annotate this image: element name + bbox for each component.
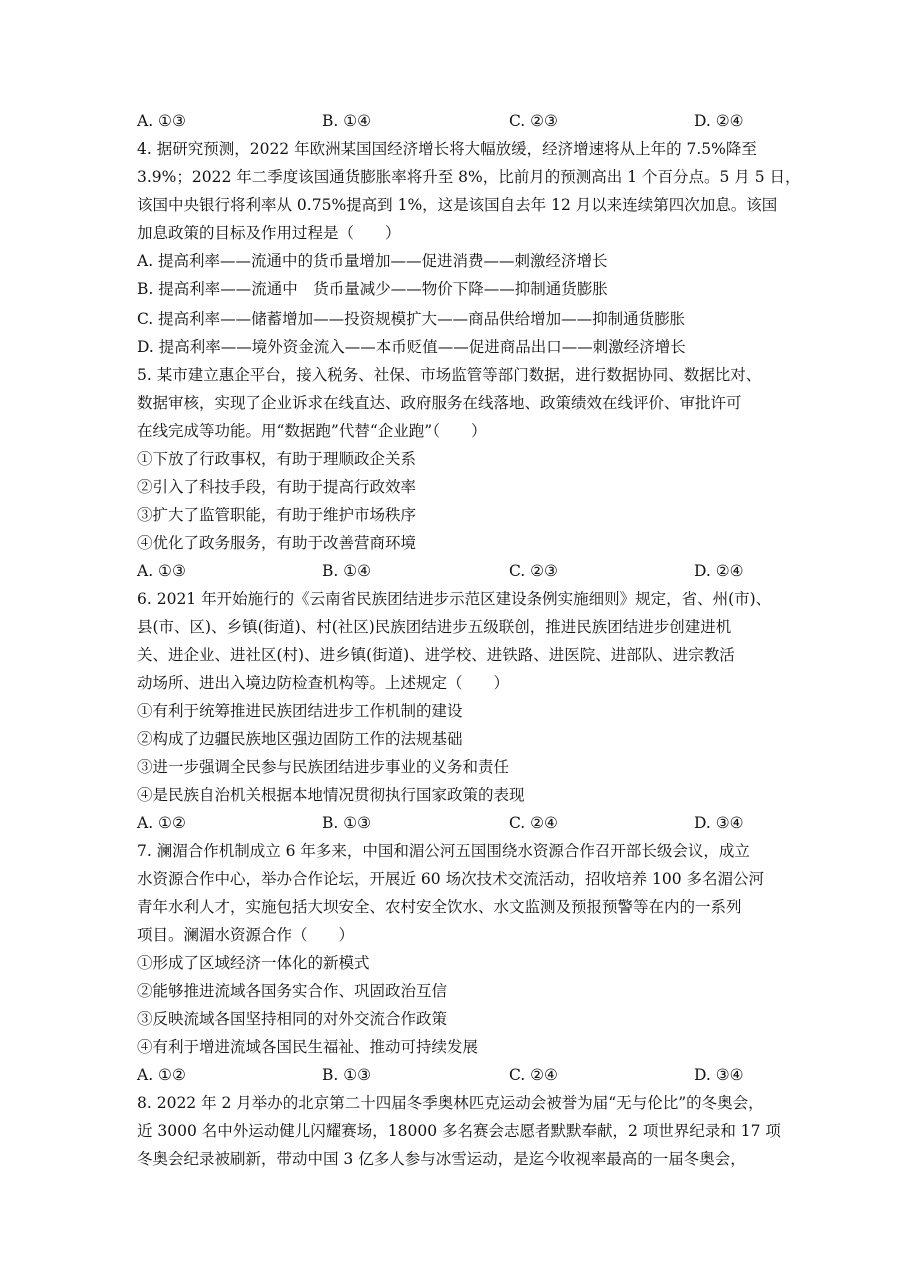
q5-item: ②引入了科技手段，有助于提高行政效率: [137, 478, 417, 496]
q8-stem-line: 近 3000 名中外运动健儿闪耀赛场，18000 多名赛会志愿者默默奉献，2 项世界纪录和 17 项: [137, 1122, 781, 1140]
q8-stem-line: 8. 2022 年 2 月举办的北京第二十四届冬季奥林匹克运动会被誉为届“无与伦比”的冬奥会，: [137, 1094, 764, 1112]
option-a[interactable]: A. ①②: [137, 814, 186, 832]
q5-stem-line: 5. 某市建立惠企平台，接入税务、社保、市场监管等部门数据，进行数据协同、数据比对、: [137, 366, 762, 384]
option-c[interactable]: C. ②③: [509, 562, 558, 580]
option-a[interactable]: A. ①③: [137, 562, 186, 580]
q4-choice-b[interactable]: B. 提高利率——流通中 货币量减少——物价下降——抑制通货膨胀: [137, 280, 608, 298]
option-b[interactable]: B. ①③: [322, 814, 372, 832]
q5-options: [137, 561, 777, 581]
q4-stem-line: 加息政策的目标及作用过程是（ ）: [137, 224, 401, 242]
q6-item: ④是民族自治机关根据本地情况贯彻执行国家政策的表现: [137, 786, 525, 804]
option-a[interactable]: A. ①③: [137, 112, 186, 130]
q5-item: ④优化了政务服务，有助于改善营商环境: [137, 534, 417, 552]
q6-options: [137, 813, 777, 833]
q7-item: ①形成了区域经济一体化的新模式: [137, 954, 370, 972]
q6-stem-line: 县(市、区)、乡镇(街道)、村(社区)民族团结进步五级联创，推进民族团结进步创建进机: [137, 618, 732, 636]
q3-options: [137, 111, 777, 131]
q6-stem-line: 6. 2021 年开始施行的《云南省民族团结进步示范区建设条例实施细则》规定，省、州(市)、: [137, 590, 772, 608]
q7-item: ③反映流域各国坚持相同的对外交流合作政策: [137, 1010, 448, 1028]
q5-stem-line: 在线完成等功能。用“数据跑”代替“企业跑”（ ）: [137, 422, 487, 440]
option-d[interactable]: D. ②④: [694, 562, 744, 580]
q6-item: ①有利于统筹推进民族团结进步工作机制的建设: [137, 702, 463, 720]
q7-item: ②能够推进流域各国务实合作、巩固政治互信: [137, 982, 448, 1000]
option-b[interactable]: B. ①④: [322, 112, 372, 130]
q7-stem-line: 水资源合作中心，举办合作论坛，开展近 60 场次技术交流活动，招收培养 100 多名湄公河: [137, 870, 765, 888]
q6-stem-line: 关、进企业、进社区(村)、进乡镇(街道)、进学校、进铁路、进医院、进部队、进宗教活: [137, 646, 735, 664]
option-d[interactable]: D. ②④: [694, 112, 744, 130]
option-c[interactable]: C. ②③: [509, 112, 558, 130]
option-b[interactable]: B. ①④: [322, 562, 372, 580]
option-a[interactable]: A. ①②: [137, 1066, 186, 1084]
q6-stem-line: 动场所、进出入境边防检查机构等。上述规定（ ）: [137, 674, 510, 692]
q7-stem-line: 项目。澜湄水资源合作（ ）: [137, 926, 355, 944]
q5-item: ③扩大了监管职能，有助于维护市场秩序: [137, 506, 417, 524]
q5-item: ①下放了行政事权，有助于理顺政企关系: [137, 450, 417, 468]
q7-item: ④有利于增进流域各国民生福祉、推动可持续发展: [137, 1038, 479, 1056]
q4-stem-line: 4. 据研究预测，2022 年欧洲某国国经济增长将大幅放缓，经济增速将从上年的 7.5%降至: [137, 140, 757, 158]
q4-stem-line: 3.9%；2022 年二季度该国通货膨胀率将升至 8%，比前月的预测高出 1 个百分点。5 月 5 日，: [137, 168, 801, 186]
q6-item: ③进一步强调全民参与民族团结进步事业的义务和责任: [137, 758, 510, 776]
q4-choice-d[interactable]: D. 提高利率——境外资金流入——本币贬值——促进商品出口——刺激经济增长: [137, 338, 686, 356]
option-d[interactable]: D. ③④: [694, 1066, 744, 1084]
option-c[interactable]: C. ②④: [509, 1066, 558, 1084]
q4-choice-c[interactable]: C. 提高利率——储蓄增加——投资规模扩大——商品供给增加——抑制通货膨胀: [137, 310, 686, 328]
q7-options: [137, 1065, 777, 1085]
q7-stem-line: 青年水利人才，实施包括大坝安全、农村安全饮水、水文监测及预报预警等在内的一系列: [137, 898, 742, 916]
q4-stem-line: 该国中央银行将利率从 0.75%提高到 1%，这是该国自去年 12 月以来连续第四次加息。该国: [137, 196, 778, 214]
option-b[interactable]: B. ①③: [322, 1066, 372, 1084]
q5-stem-line: 数据审核，实现了企业诉求在线直达、政府服务在线落地、政策绩效在线评价、审批许可: [137, 394, 742, 412]
q4-choice-a[interactable]: A. 提高利率——流通中的货币量增加——促进消费——刺激经济增长: [137, 252, 608, 270]
q6-item: ②构成了边疆民族地区强边固防工作的法规基础: [137, 730, 463, 748]
option-c[interactable]: C. ②④: [509, 814, 558, 832]
q8-stem-line: 冬奥会纪录被刷新，带动中国 3 亿多人参与冰雪运动，是迄今收视率最高的一届冬奥会，: [137, 1150, 746, 1168]
option-d[interactable]: D. ③④: [694, 814, 744, 832]
q7-stem-line: 7. 澜湄合作机制成立 6 年多来，中国和湄公河五国围绕水资源合作召开部长级会议，成立: [137, 842, 750, 860]
